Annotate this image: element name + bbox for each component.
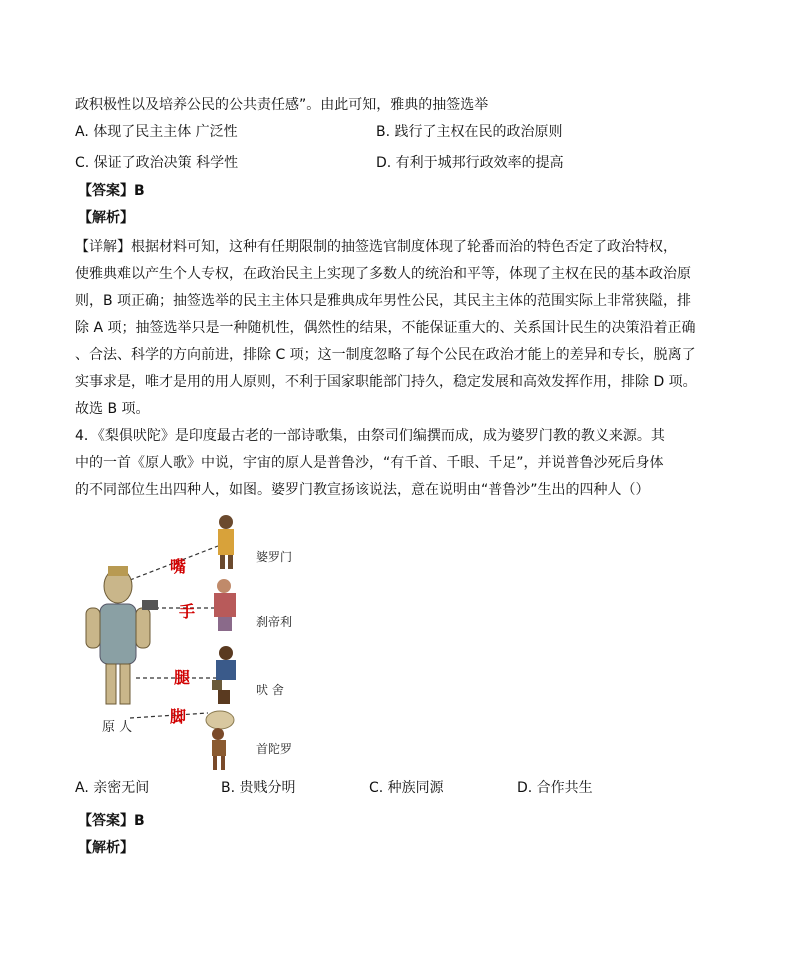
- q3-detail-line: 【详解】根据材料可知，这种有任期限制的抽签选官制度体现了轮番而治的特色否定了政治特权，: [75, 239, 677, 255]
- brahmin-figure: [218, 515, 234, 569]
- part-label-leg: 腿: [174, 668, 191, 687]
- q3-detail-line: 使雅典难以产生个人专权，在政治民主上实现了多数人的统治和平等，体现了主权在民的基本政治原: [75, 266, 691, 282]
- q4-stem-line: 的不同部位生出四种人，如图。婆罗门教宣扬该说法，意在说明由“普鲁沙”生出的四种人（）: [75, 482, 650, 498]
- q3-detail-line: 则，B 项正确；抽签选举的民主主体只是雅典成年男性公民，其民主主体的范围实际上非常狭隘，排: [75, 293, 692, 309]
- q3-option-c: C. 保证了政治决策 科学性: [75, 155, 239, 171]
- q3-analysis-label: 【解析】: [78, 210, 134, 226]
- q3-detail-line: 实事求是，唯才是用的用人原则，不利于国家职能部门持久，稳定发展和高效发挥作用，排除 D 项。: [75, 374, 697, 390]
- q4-stem-line: 4．《梨俱吠陀》是印度最古老的一部诗歌集，由祭司们编撰而成，成为婆罗门教的教义来源。其: [75, 428, 665, 444]
- q4-option-d: D. 合作共生: [517, 780, 593, 796]
- q4-option-b: B. 贵贱分明: [221, 780, 296, 796]
- purusha-body: [86, 566, 158, 704]
- q3-answer: 【答案】B: [78, 183, 145, 199]
- origin-label: 原 人: [102, 720, 133, 735]
- part-label-hand: 手: [179, 602, 196, 621]
- caste-label-vaishya: 吠 舍: [256, 683, 284, 697]
- shudra-figure: [206, 711, 234, 770]
- q4-option-a: A. 亲密无间: [75, 780, 150, 796]
- purusha-figure: [78, 508, 338, 773]
- q4-stem-line: 中的一首《原人歌》中说，宇宙的原人是普鲁沙，“有千首、千眼、千足”，并说普鲁沙死后身体: [75, 455, 664, 471]
- caste-label-brahmin: 婆罗门: [256, 550, 293, 564]
- q3-detail-line: 故选 B 项。: [75, 401, 150, 417]
- caste-label-kshatriya: 刹帝利: [256, 615, 293, 629]
- q3-stem-tail: 政积极性以及培养公民的公共责任感”。由此可知，雅典的抽签选举: [75, 97, 489, 113]
- part-label-foot: 脚: [170, 707, 187, 726]
- q3-detail-line: 、合法、科学的方向前进，排除 C 项；这一制度忽略了每个公民在政治才能上的差异和专长，脱离了: [75, 347, 696, 363]
- kshatriya-figure: [214, 579, 236, 631]
- q3-option-d: D. 有利于城邦行政效率的提高: [376, 155, 564, 171]
- q3-option-a: A. 体现了民主主体 广泛性: [75, 124, 238, 140]
- vaishya-figure: [212, 646, 236, 704]
- q3-option-b: B. 践行了主权在民的政治原则: [376, 124, 563, 140]
- q4-option-c: C. 种族同源: [369, 780, 444, 796]
- part-label-mouth: 嘴: [170, 557, 187, 576]
- q4-answer: 【答案】B: [78, 813, 145, 829]
- q3-detail-line: 除 A 项；抽签选举只是一种随机性，偶然性的结果，不能保证重大的、关系国计民生的决策沿着正确: [75, 320, 696, 336]
- q4-analysis-label: 【解析】: [78, 840, 134, 856]
- caste-label-shudra: 首陀罗: [256, 742, 293, 756]
